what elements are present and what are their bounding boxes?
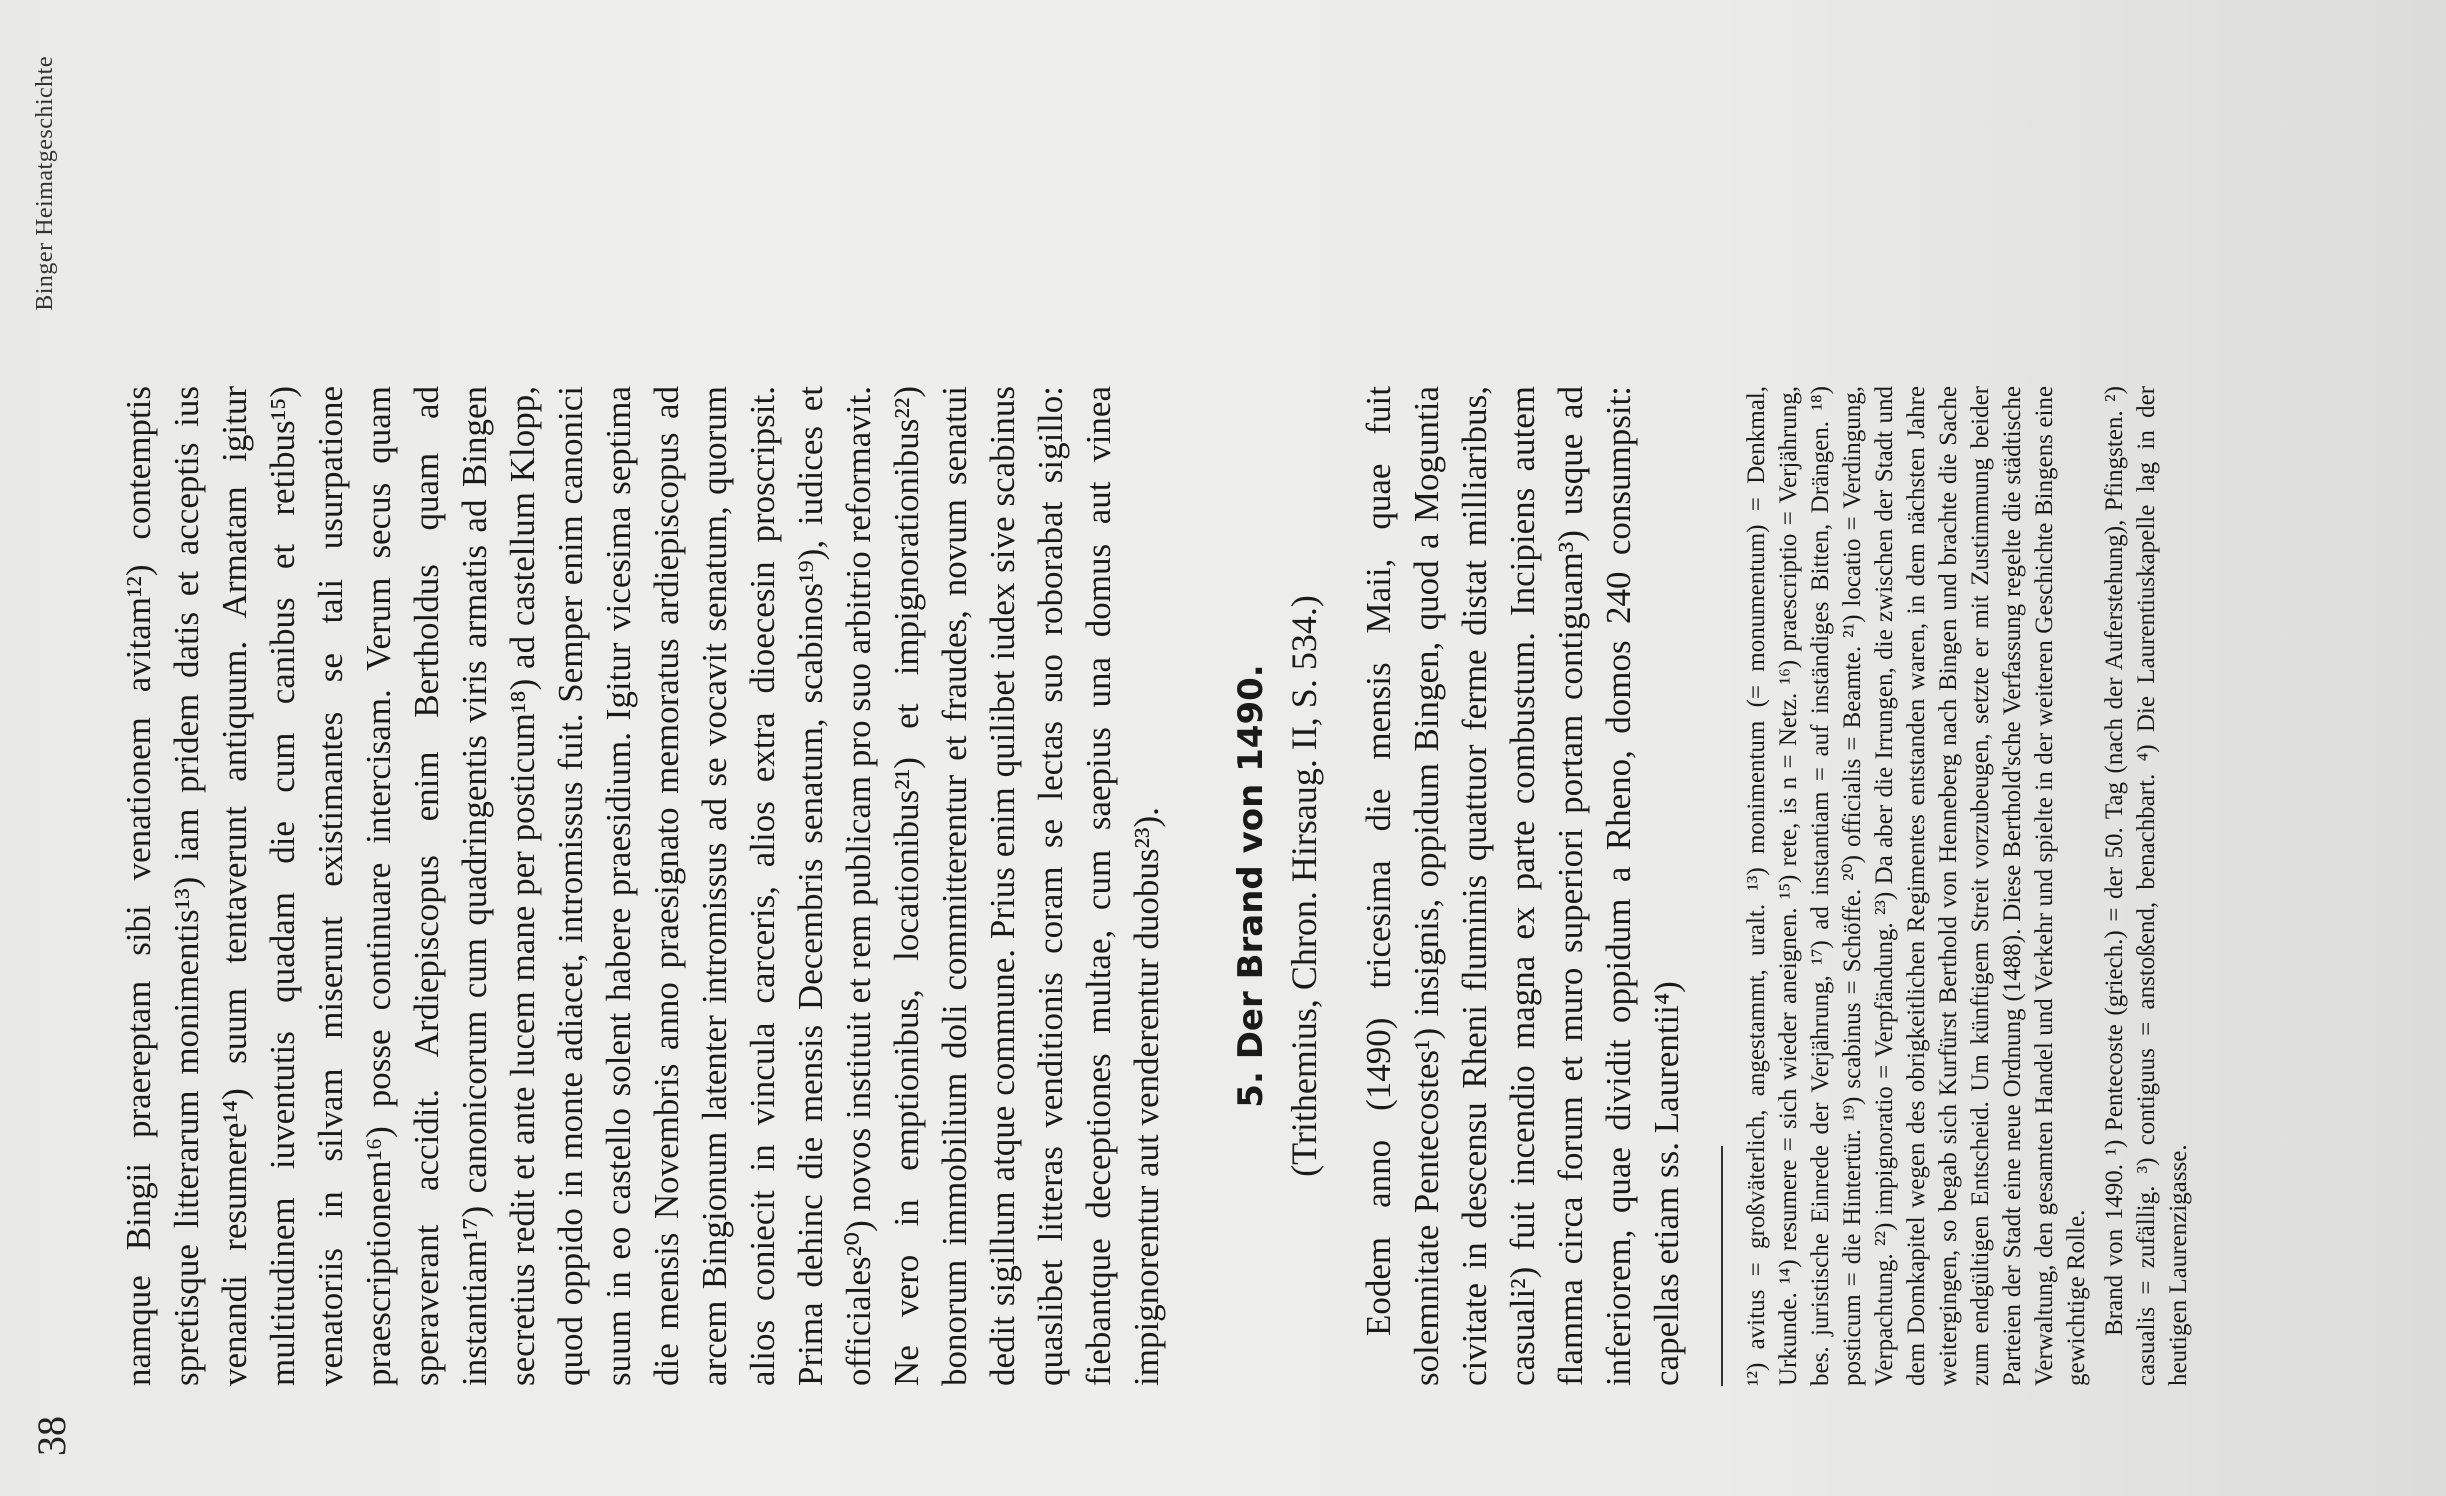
footnote-rule — [1721, 1146, 1723, 1386]
footnotes-block-2: Brand von 1490. ¹) Pentecoste (griech.) = der 50. Tag (nach der Auferstehung), Pfingsten. ²) casualis = zufällig. ³) contiguus = anstoßend, benachbart. ⁴) Die Laurentiuskapelle lag in der heutigen Laurenzigasse. — [2101, 386, 2192, 1386]
page-header — [22, 56, 82, 1456]
paragraph-latin-1: namque Bingii praereptam sibi venationem avitam¹²) contemptis spretisque litterarum monimentis¹³) iam pridem datis et acceptis ius venandi resumere¹⁴) suum tentaverunt antiquum. Armatam igitur multitudinem iuventutis quadam die cum canibus et retibus¹⁵) venatoriis in silvam miserunt existimantes se tali usurpatione praescriptionem¹⁶) posse continuare intercisam. Verum secus quam speraverant accidit. Ardiepiscopus enim Bertholdus quam ad instantiam¹⁷) canonicorum cum quadringentis viris armatis ad Bingen secretius redit et ante lucem mane per posticum¹⁸) ad castellum Klopp, quod oppido in monte adiacet, intromissus fuit. Semper enim canonici suum in eo castello solent habere praesidium. Igitur vicesima septima die mensis Novembris anno praesignato memoratus ardiepiscopus ad arcem Bingionum latenter intromissus ad se vocavit senatum, quorum alios coniecit in vincula carceris, alios extra dioecesin proscripsit. Prima dehinc die mensis Decembris senatum, scabinos¹⁹), iudices et officiales²⁰) novos instituit et rem publicam pro suo arbitrio reformavit. Ne vero in emptionibus, locationibus²¹) et impignorationibus²²) bonorum immobilium doli committerentur et fraudes, novum senatui dedit sigillum atque commune. Prius enim quilibet iudex sive scabinus quaslibet litteras venditionis coram se lectas suo roborabat sigillo: fiebantque deceptiones multae, cum saepius una domus aut vinea impignorentur aut venderentur duobus²³). — [119, 386, 1166, 1386]
section-title: 5. Der Brand von 1490. — [1231, 664, 1271, 1108]
page-number: 38 — [29, 1416, 74, 1456]
footnotes-block-1: ¹²) avitus = großväterlich, angestammt, uralt. ¹³) monimentum (= monumentum) = Denkmal, Urkunde. ¹⁴) resumere = sich wieder aneignen. ¹⁵) rete, is n = Netz. ¹⁶) praescriptio = Verjährung, bes. juristische Einrede der Verjährung, ¹⁷) ad instantiam = auf inständiges Bitten, Drängen. ¹⁸) posticum = die Hintertür. ¹⁹) scabinus = Schöffe. ²⁰) officialis = Beamte. ²¹) locatio = Verdingung, Verpachtung. ²²) impignoratio = Verpfändung. ²³) Da aber die Irrungen, die zwischen der Stadt und dem Domkapitel wegen des obrigkeitlichen Regimentes entstanden waren, in dem nächsten Jahre weitergingen, so begab sich Kurfürst Berthold von Henneberg nach Bingen und brachte die Sache zum endgültigen Entscheid. Um künftigem Streit vorzubeugen, setzte er mit Zustimmung beider Parteien der Stadt eine neue Ordnung (1488). Diese Berthold'sche Verfassung regelte die städtische Verwaltung, den gesamten Handel und Verkehr und spielte in der weiteren Geschichte Bingens eine gewichtige Rolle. — [1743, 386, 2090, 1386]
section-source: (Trithemius, Chron. Hirsaug. II, S. 534.) — [1284, 595, 1324, 1177]
paragraph-latin-2: Eodem anno (1490) tricesima die mensis Maii, quae fuit solemnitate Pentecostes¹) insignis, oppidum Bingen, quod a Moguntia civitate in descensu Rheni fluminis quattuor ferme distat milliaribus, casuali²) fuit incendio magna ex parte combustum. Incipiens autem flamma circa forum et muro superiori portam contiguam³) usque ad inferiorem, quae dividit oppidum a Rheno, domos 240 consumpsit: capellas etiam ss. Laurentii⁴) — [1359, 386, 1686, 1386]
main-text — [115, 386, 2195, 1386]
running-head: Binger Heimatgeschichte — [32, 56, 58, 311]
